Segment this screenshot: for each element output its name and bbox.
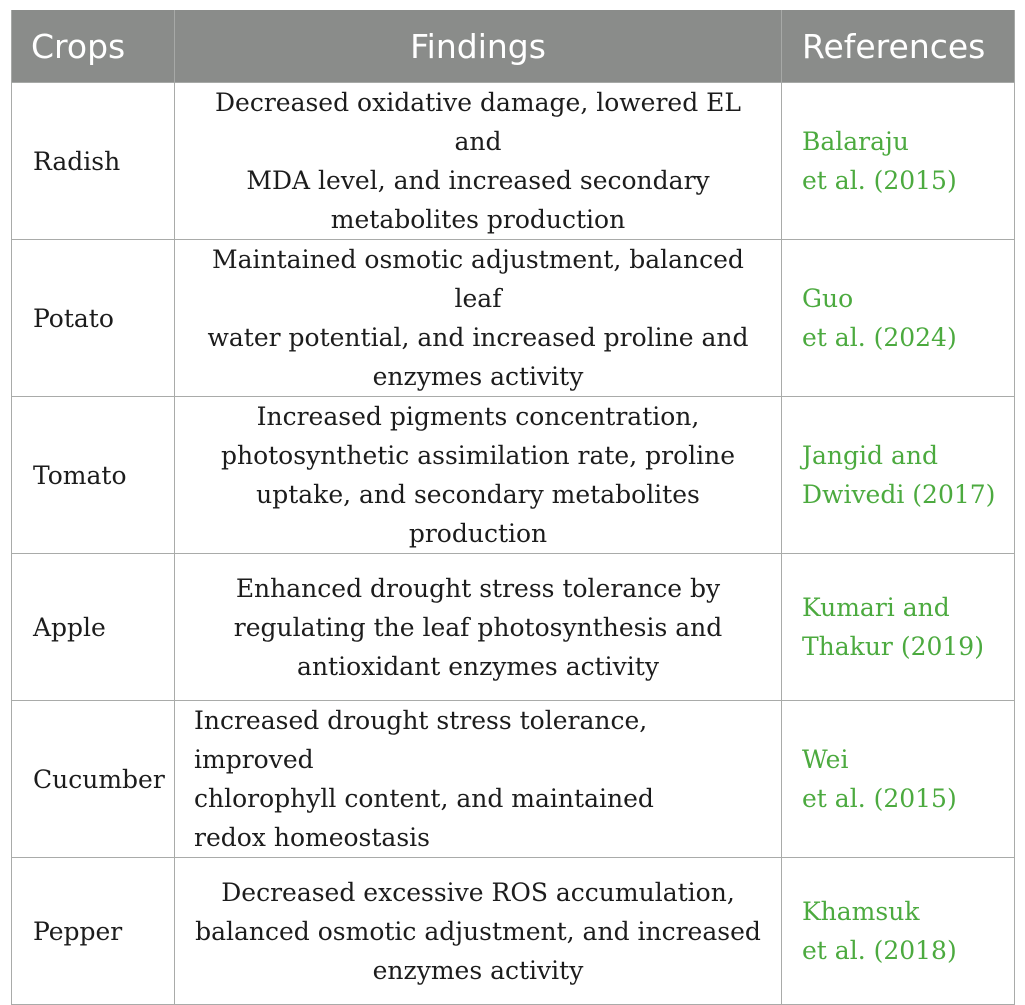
reference-link[interactable] — [782, 397, 1015, 554]
finding-line: Maintained osmotic adjustment, balanced leaf — [212, 245, 744, 313]
reference-line[interactable]: Dwivedi (2017) — [802, 480, 996, 509]
table-row — [12, 554, 1015, 701]
finding-line: Enhanced drought stress tolerance by — [235, 573, 721, 603]
finding-line: Increased pigments concentration, — [256, 402, 700, 431]
reference-link[interactable] — [782, 240, 1015, 397]
reference-line[interactable]: et al. (2024) — [802, 323, 957, 352]
reference-line[interactable]: Balaraju — [802, 127, 909, 156]
finding-cell — [175, 240, 782, 397]
reference-link[interactable] — [782, 858, 1015, 1005]
reference-line[interactable]: Wei — [802, 745, 849, 774]
findings-table — [11, 10, 1015, 1005]
findings-table-container — [11, 10, 1014, 1005]
header-crops: Crops — [12, 10, 175, 83]
finding-line: Decreased excessive ROS accumulation, — [221, 877, 735, 907]
finding-line: balanced osmotic adjustment, and increased — [195, 916, 761, 946]
reference-line[interactable]: Guo — [802, 284, 854, 313]
finding-cell — [175, 554, 782, 701]
table-row — [12, 858, 1015, 1005]
crop-cell: Potato — [12, 240, 175, 397]
reference-line[interactable]: et al. (2015) — [802, 166, 957, 195]
header-findings: Findings — [175, 10, 782, 83]
finding-line: uptake, and secondary metabolites production — [256, 480, 700, 548]
reference-line[interactable]: et al. (2018) — [802, 936, 957, 965]
table-header-row — [12, 10, 1015, 83]
reference-line[interactable]: et al. (2015) — [802, 784, 957, 813]
finding-line: enzymes activity — [372, 955, 584, 985]
crop-cell: Pepper — [12, 858, 175, 1005]
finding-line: MDA level, and increased secondary — [246, 166, 710, 195]
finding-line: Increased drought stress tolerance, improved — [194, 706, 648, 774]
header-references: References — [782, 10, 1015, 83]
finding-line: photosynthetic assimilation rate, proline — [220, 441, 736, 470]
finding-cell — [175, 858, 782, 1005]
table-row — [12, 240, 1015, 397]
finding-cell — [175, 83, 782, 240]
crop-cell: Cucumber — [12, 701, 175, 858]
finding-line: enzymes activity — [372, 362, 584, 391]
finding-cell — [175, 701, 782, 858]
reference-line[interactable]: Jangid and — [802, 441, 938, 470]
finding-line: regulating the leaf photosynthesis and — [233, 612, 723, 642]
finding-line: redox homeostasis — [194, 823, 430, 852]
crop-cell: Tomato — [12, 397, 175, 554]
reference-line[interactable]: Thakur (2019) — [802, 632, 984, 661]
crop-cell: Radish — [12, 83, 175, 240]
reference-link[interactable] — [782, 83, 1015, 240]
finding-cell — [175, 397, 782, 554]
table-row — [12, 701, 1015, 858]
finding-line: metabolites production — [330, 205, 626, 234]
table-row — [12, 83, 1015, 240]
reference-line[interactable]: Kumari and — [802, 593, 950, 622]
reference-link[interactable] — [782, 701, 1015, 858]
finding-line: water potential, and increased proline and — [207, 323, 749, 352]
reference-line[interactable]: Khamsuk — [802, 897, 920, 926]
finding-line: Decreased oxidative damage, lowered EL and — [214, 88, 742, 156]
table-row — [12, 397, 1015, 554]
finding-line: chlorophyll content, and maintained — [194, 784, 654, 813]
finding-line: antioxidant enzymes activity — [297, 651, 659, 681]
crop-cell: Apple — [12, 554, 175, 701]
reference-link[interactable] — [782, 554, 1015, 701]
